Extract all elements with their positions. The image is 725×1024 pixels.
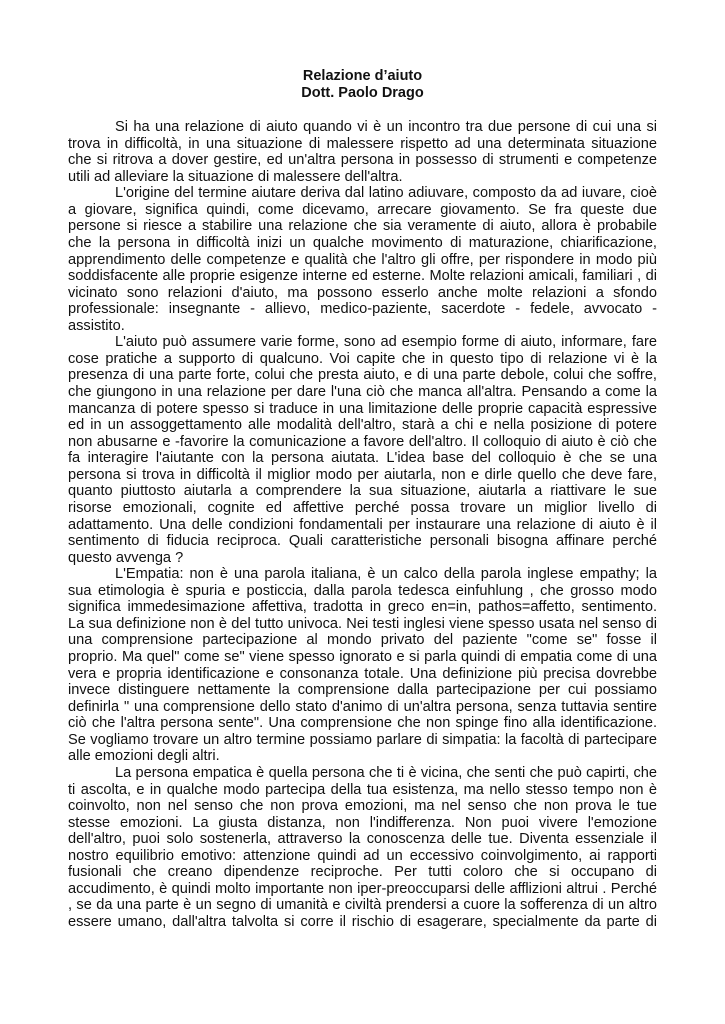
text-line: fa interagire l'aiutante con la persona aiutata. L'idea base del colloquio è che se una [68,450,657,467]
text-line: cose pratiche a supporto di qualcuno. Voi capite che in questo tipo di relazione vi è la [68,350,657,367]
text-line: ti ascolta, e in qualche modo partecipa della tua esistenza, ma nello stesso tempo non è [68,781,657,798]
text-line: soddisfacente alle proprie esigenze interne ed esterne. Molte relazioni amicali, familiari , di [68,268,657,285]
text-line: che la persona in difficoltà inizi un qualche movimento di maturazione, chiarificazione, [68,234,657,251]
text-line: apprendimento delle competenze e qualità che l'altro gli offre, per rispondere in modo più [68,251,657,268]
paragraph [68,119,657,185]
text-line: La persona empatica è quella persona che ti è vicina, che senti che può capirti, che [115,764,657,781]
text-line: invece distinguere nettamente la comprensione dalla partecipazione per cui possiamo [68,682,657,699]
text-line: alle emozioni degli altri. [68,748,220,765]
text-line: La sua definizione non è del tutto univoca. Nei testi inglesi viene spesso usata nel senso di [68,615,657,632]
text-line: a giovare, significa quindi, come dicevamo, arrecare giovamento. Se fra queste due [68,201,657,218]
text-line: questo avvenga ? [68,549,184,566]
text-line: proprio. Ma quel" come se" viene spesso ignorato e si parla quindi di empatia come di una [68,649,657,665]
text-line: che giungono in una relazione per dare l'una ciò che manca all'altra. Pensando a come la [68,384,657,400]
text-line: stesse emozioni. La giusta distanza, non l'indifferenza. Non puoi vivere l'emozione [68,814,657,831]
text-line: persone si riesce a stabilire una relazione che sia veramente di aiuto, allora è probabile [68,218,657,235]
paragraph [68,566,657,765]
text-line: presenza di una parte forte, colui che presta aiuto, e di una parte debole, colui che soffre, [68,367,657,384]
text-line: non abusarne e -favorire la comunicazione a favore dell'altro. Il colloquio di aiuto è ciò che [68,433,657,450]
text-line: significa immedesimazione affettiva, tradotta in greco en=in, pathos=affetto, sentimento. [68,599,657,616]
document-author: Dott. Paolo Drago [301,85,424,101]
text-line: vera e propria identificazione e consonanza totale. Una definizione più precisa dovrebbe [68,665,657,682]
text-line: essere umano, dall'altra talvolta si corre il rischio di esagerare, specialmente da parte di [68,914,657,930]
paragraph [68,185,657,334]
text-line: professionale: insegnante - allievo, medico-paziente, sacerdote - fedele, avvocato - [68,301,657,318]
paragraph [68,765,657,931]
document-body [68,119,657,931]
text-line: ed in un assoggettamento alle modalità dell'altro, starà a chi e nella posizione di potere [68,417,657,434]
text-line: persona si trova in difficoltà il miglior modo per aiutarla, non e dirle quello che deve fare, [68,466,657,483]
text-line: sentimento di fiducia reciproca. Quali caratteristiche personali bisogna affinare perché [68,533,657,550]
text-line: vicinato sono relazioni d'aiuto, ma possono esserlo anche molte relazioni a sfondo [68,284,657,301]
text-line: adattamento. Una delle condizioni fondamentali per instaurare una relazione di aiuto è il [68,516,657,533]
paragraph [68,334,657,566]
text-line: fusionali che creano dipendenze reciproche. Per tutti coloro che si occupano di [68,864,657,881]
text-line: coinvolto, non nel senso che non prova emozioni, ma nel senso che non prova le tue [68,798,657,815]
text-line: nostro equilibrio emotivo: attenzione quindi ad un eccessivo coinvolgimento, ai rapporti [68,847,657,864]
text-line: , se da una parte è un segno di umanità e civiltà prendersi a cuore la sofferenza di un altro [68,897,657,914]
document-header [0,68,725,102]
text-line: definirla " una comprensione dello stato d'animo di un'altra persona, senza tuttavia sentire [68,698,657,715]
text-line: quanto piuttosto aiutarla a comprendere la sua situazione, aiutarla a riattivare le sue [68,483,657,500]
text-line: assistito. [68,317,125,334]
text-line: L'Empatia: non è una parola italiana, è un calco della parola inglese empathy; la [115,566,657,583]
text-line: accudimento, è quindi molto importante non iper-preoccuparsi delle afflizioni altrui . Perché [68,880,657,897]
text-line: Se vogliamo trovare un altro termine possiamo parlare di simpatia: la facoltà di partecipare [68,731,657,748]
text-line: sua etimologia è spuria e posticcia, dalla parola tedesca einfuhlung , che grosso modo [68,582,657,599]
text-line: L'origine del termine aiutare deriva dal latino adiuvare, composto da ad iuvare, cioè [115,185,657,202]
text-line: L'aiuto può assumere varie forme, sono ad esempio forme di aiuto, informare, fare [115,334,657,351]
text-line: trova in difficoltà, in una situazione di malessere rispetto ad una determinata situazione [68,135,657,152]
text-line: dell'altro, puoi solo sostenerla, attraverso la conoscenza delle tue. Diventa essenziale il [68,831,657,848]
document-title: Relazione d’aiuto [302,68,423,84]
text-line: ciò che l'altra persona sente". Una comprensione che non spinge fino alla identificazione. [68,715,657,732]
text-line: mancanza di potere spesso si traduce in una limitazione delle proprie capacità espressive [68,400,657,417]
text-line: che si ritrova a dover gestire, ed un'altra persona in possesso di strumenti e competenze [68,152,657,169]
text-line: risorse emozionali, cognite ed affettive perché possa trovare un miglior livello di [68,499,657,516]
text-line: una comprensione partecipazione al mondo privato del paziente "come se" fosse il [68,632,657,649]
text-line: Si ha una relazione di aiuto quando vi è un incontro tra due persone di cui una si [115,119,657,135]
text-line: utili ad alleviare la situazione di malessere dell'altra. [68,168,403,185]
